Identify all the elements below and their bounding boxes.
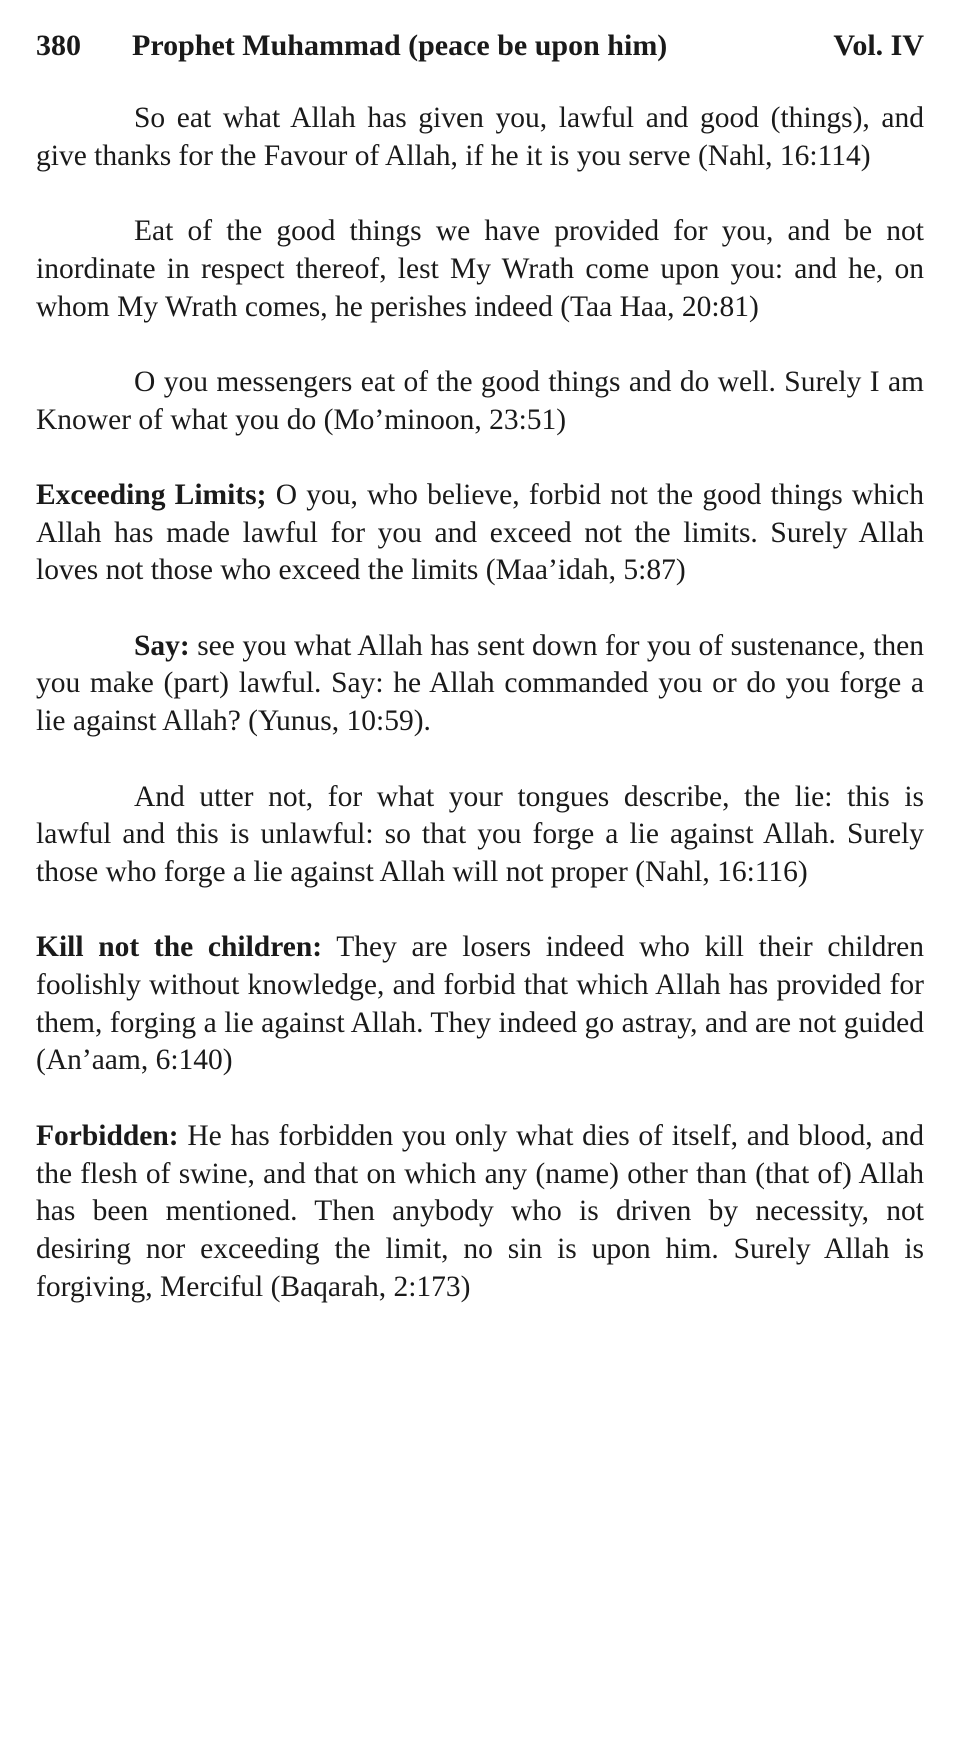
paragraph-text: And utter not, for what your tongues describe, the lie: this is lawful and this is unlawful: so that you forge a lie against Allah. Surely those who forge a lie against Allah will not proper (Nahl, 16:116) (36, 780, 924, 888)
paragraph-text: They are losers indeed who kill their children foolishly without knowledge, and forbid that which Allah has provided for them, forging a lie against Allah. They indeed go astray, and are not guided (An’aam, 6:140) (36, 931, 924, 1077)
volume-label: Vol. IV (833, 29, 924, 62)
paragraph-heading: Kill not the children: (36, 931, 323, 964)
paragraph-text: So eat what Allah has given you, lawful and good (things), and give thanks for the Favour of Allah, if he it is you serve (Nahl, 16:114) (36, 102, 924, 172)
paragraph-text: He has forbidden you only what dies of itself, and blood, and the flesh of swine, and that on which any (name) other than (that of) Allah has been mentioned. Then anybody who is driven by necessity, not desiring nor exceeding the limit, no sin is upon him. Surely Allah is forgiving, Merciful (Baqarah, 2:173) (36, 1119, 924, 1303)
paragraph (36, 1118, 924, 1307)
paragraph (36, 364, 924, 439)
book-title: Prophet Muhammad (peace be upon him) (132, 29, 668, 62)
paragraph (36, 779, 924, 892)
body-text (36, 100, 924, 1306)
paragraph-heading: Forbidden: (36, 1119, 179, 1152)
paragraph (36, 628, 924, 741)
paragraph (36, 213, 924, 326)
paragraph-text: Eat of the good things we have provided for you, and be not inordinate in respect thereof, lest My Wrath come upon you: and he, on whom My Wrath comes, he perishes indeed (Taa Haa, 20:81) (36, 215, 924, 323)
paragraph-heading: Say: (134, 629, 190, 662)
page-number: 380 (36, 29, 81, 62)
paragraph (36, 929, 924, 1080)
paragraph (36, 100, 924, 175)
running-header (36, 28, 924, 64)
paragraph-text: see you what Allah has sent down for you of sustenance, then you make (part) lawful. Say: he Allah commanded you or do you forge a lie against Allah? (Yunus, 10:59). (36, 629, 924, 738)
document-page (36, 28, 924, 1344)
paragraph-heading: Exceeding Limits; (36, 478, 267, 511)
paragraph-text: O you, who believe, forbid not the good things which Allah has made lawful for you and exceed not the limits. Surely Allah loves not those who exceed the limits (Maa’idah, 5:87) (36, 478, 925, 587)
paragraph (36, 477, 924, 590)
paragraph-text: O you messengers eat of the good things and do well. Surely I am Knower of what you do (Mo’minoon, 23:51) (36, 365, 924, 436)
